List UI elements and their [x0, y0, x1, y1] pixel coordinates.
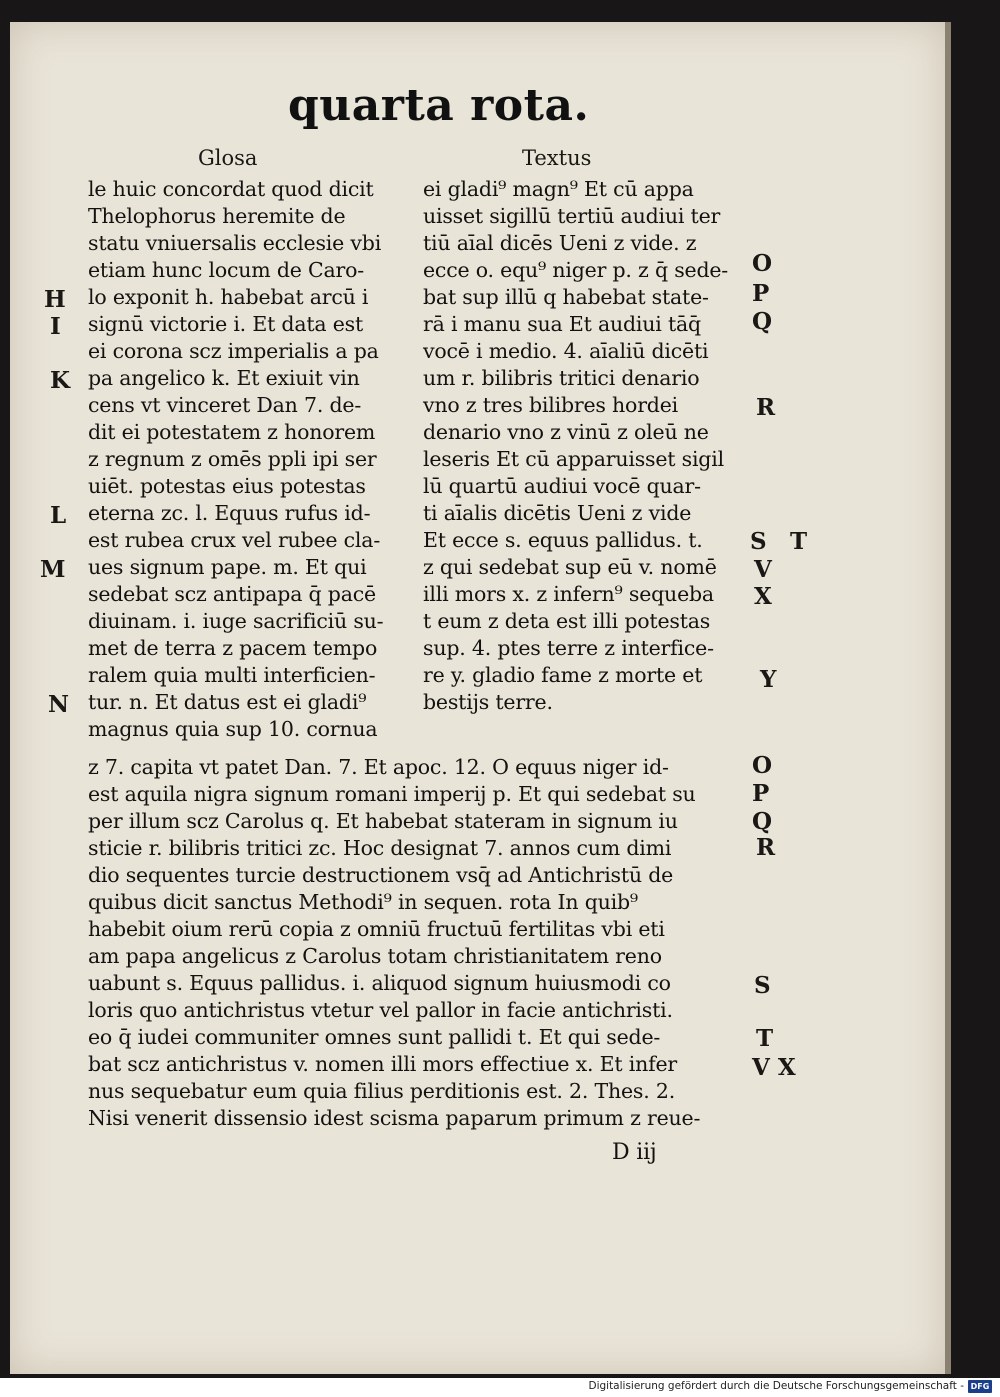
body-line: eo q̄ iudei communiter omnes sunt pallidi t. Et qui sede- — [88, 1025, 661, 1049]
dfg-logo: DFG — [968, 1380, 992, 1393]
right-line: Et ecce s. equus pallidus. t. — [423, 528, 703, 552]
right-margin-letter: O — [752, 250, 773, 277]
right-margin-letter: P — [752, 780, 770, 807]
left-margin-letter: H — [44, 286, 66, 313]
left-line: est rubea crux vel rubee cla- — [88, 528, 381, 552]
right-margin-letter: S — [750, 528, 767, 555]
body-line: habebit oium rerū copia z omniū fructuū fertilitas vbi eti — [88, 917, 665, 941]
page-heading: quarta rota. — [288, 80, 590, 131]
right-margin-letter: O — [752, 752, 773, 779]
body-line: am papa angelicus z Carolus totam christianitatem reno — [88, 944, 662, 968]
left-line: ei corona scz imperialis a pa — [88, 339, 379, 363]
right-column-heading: Textus — [522, 146, 592, 170]
left-column-heading: Glosa — [198, 146, 258, 170]
right-line: sup. 4. ptes terre z interfice- — [423, 636, 714, 660]
left-line: z regnum z omēs ppli ipi ser — [88, 447, 377, 471]
right-margin-letter: Y — [760, 666, 777, 693]
left-line: le huic concordat quod dicit — [88, 177, 374, 201]
right-line: um r. bilibris tritici denario — [423, 366, 700, 390]
left-margin-letter: N — [48, 691, 70, 718]
page-edge — [945, 22, 951, 1374]
right-line: re y. gladio fame z morte et — [423, 663, 703, 687]
left-line: diuinam. i. iuge sacrificiū su- — [88, 609, 384, 633]
right-margin-letter: Q — [752, 308, 773, 335]
body-line: bat scz antichristus v. nomen illi mors effectiue x. Et infer — [88, 1052, 678, 1076]
left-margin-letter: M — [40, 556, 66, 583]
body-line: quibus dicit sanctus Methodi⁹ in sequen. rota In quib⁹ — [88, 890, 638, 914]
right-line: illi mors x. z infern⁹ sequeba — [423, 582, 714, 606]
body-line: per illum scz Carolus q. Et habebat stateram in signum iu — [88, 809, 678, 833]
right-line: vno z tres bilibres hordei — [423, 393, 679, 417]
left-line: ralem quia multi interficien- — [88, 663, 376, 687]
left-line: sedebat scz antipapa q̄ pacē — [88, 582, 376, 606]
body-line: uabunt s. Equus pallidus. i. aliquod signum huiusmodi co — [88, 971, 671, 995]
right-margin-letter: V — [754, 556, 772, 583]
left-line: eterna zc. l. Equus rufus id- — [88, 501, 371, 525]
right-line: leseris Et cū apparuisset sigil — [423, 447, 724, 471]
right-margin-letter: T — [790, 528, 808, 555]
right-margin-letter: Q — [752, 808, 773, 835]
left-margin-letter: K — [50, 367, 70, 394]
right-margin-letter: P — [752, 280, 770, 307]
right-margin-letter: S — [754, 972, 771, 999]
right-line: bat sup illū q habebat state- — [423, 285, 709, 309]
right-line: vocē i medio. 4. aīaliū dicēti — [423, 339, 709, 363]
body-line: loris quo antichristus vtetur vel pallor in facie antichristi. — [88, 998, 673, 1022]
left-line: tur. n. Et datus est ei gladi⁹ — [88, 690, 367, 714]
right-line: denario vno z vinū z oleū ne — [423, 420, 709, 444]
right-line: ecce o. equ⁹ niger p. z q̄ sede- — [423, 258, 729, 282]
signature-mark: D iij — [612, 1140, 657, 1165]
right-line: uisset sigillū tertiū audiui ter — [423, 204, 721, 228]
right-margin-letter: R — [756, 394, 776, 421]
right-margin-letter: R — [756, 834, 776, 861]
footer-funding-text: Digitalisierung gefördert durch die Deutsche Forschungsgemeinschaft - — [588, 1380, 964, 1392]
right-line: bestijs terre. — [423, 690, 553, 714]
body-line: est aquila nigra signum romani imperij p. Et qui sedebat su — [88, 782, 696, 806]
right-line: ei gladi⁹ magn⁹ Et cū appa — [423, 177, 694, 201]
left-line: uiēt. potestas eius potestas — [88, 474, 366, 498]
left-line: signū victorie i. Et data est — [88, 312, 364, 336]
left-line: pa angelico k. Et exiuit vin — [88, 366, 360, 390]
left-line: etiam hunc locum de Caro- — [88, 258, 364, 282]
right-margin-letter: T — [756, 1025, 774, 1052]
right-line: tiū aīal dicēs Ueni z vide. z — [423, 231, 697, 255]
left-line: lo exponit h. habebat arcū i — [88, 285, 369, 309]
left-line: statu vniuersalis ecclesie vbi — [88, 231, 382, 255]
right-margin-letter: V X — [752, 1054, 796, 1081]
right-line: ti aīalis dicētis Ueni z vide — [423, 501, 692, 525]
body-line: Nisi venerit dissensio idest scisma paparum primum z reue- — [88, 1106, 701, 1130]
right-line: z qui sedebat sup eū v. nomē — [423, 555, 717, 579]
right-line: lū quartū audiui vocē quar- — [423, 474, 701, 498]
right-margin-letter: X — [754, 583, 772, 610]
left-margin-letter: I — [50, 313, 61, 340]
left-line: cens vt vinceret Dan 7. de- — [88, 393, 362, 417]
left-line: Thelophorus heremite de — [88, 204, 346, 228]
footer-bar — [0, 1378, 1000, 1397]
body-line: nus sequebatur eum quia filius perditionis est. 2. Thes. 2. — [88, 1079, 676, 1103]
left-line: magnus quia sup 10. cornua — [88, 717, 378, 741]
left-line: met de terra z pacem tempo — [88, 636, 378, 660]
left-line: dit ei potestatem z honorem — [88, 420, 376, 444]
body-line: sticie r. bilibris tritici zc. Hoc designat 7. annos cum dimi — [88, 836, 672, 860]
left-margin-letter: L — [50, 502, 67, 529]
left-line: ues signum pape. m. Et qui — [88, 555, 367, 579]
right-line: rā i manu sua Et audiui tāq̄ — [423, 312, 701, 336]
body-line: dio sequentes turcie destructionem vsq̄ ad Antichristū de — [88, 863, 674, 887]
right-line: t eum z deta est illi potestas — [423, 609, 711, 633]
body-line: z 7. capita vt patet Dan. 7. Et apoc. 12. O equus niger id- — [88, 755, 669, 779]
